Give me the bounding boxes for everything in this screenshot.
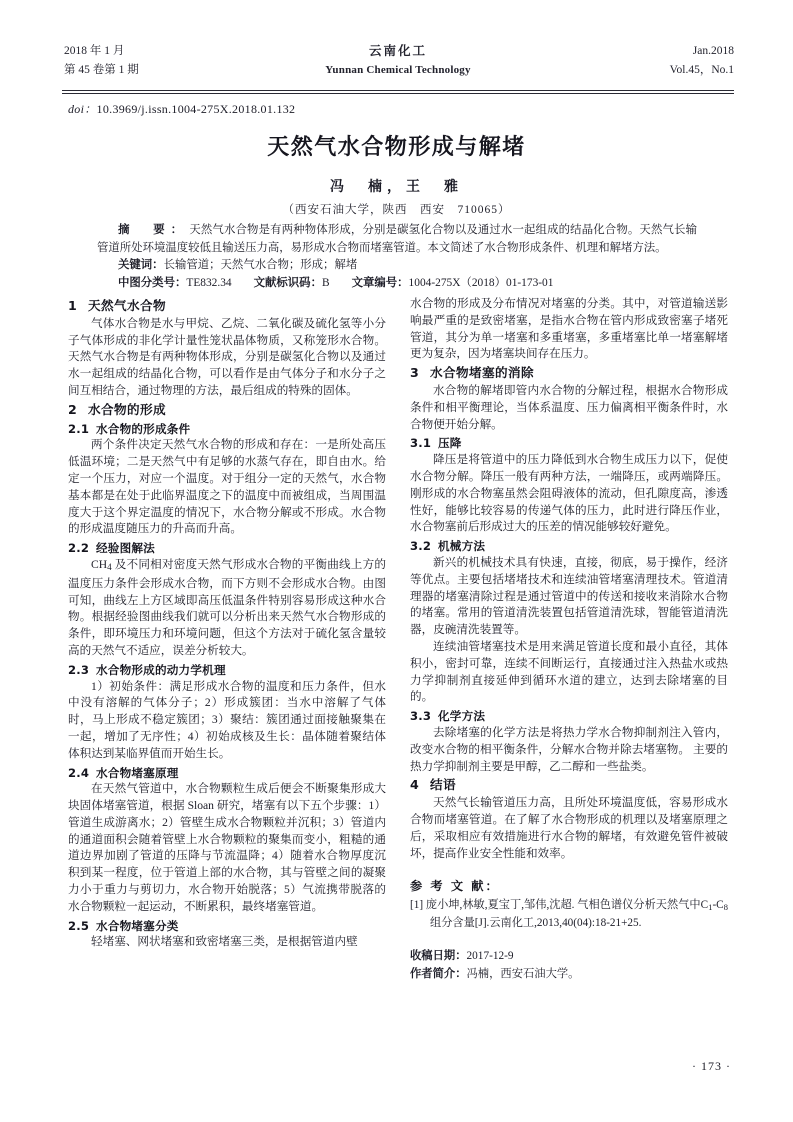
section-heading-2.5 xyxy=(68,918,386,935)
volume-issue-cn: 第 45 卷第 1 期 xyxy=(64,64,139,76)
masthead-center xyxy=(325,42,470,80)
section-number: 3.1 xyxy=(410,436,432,451)
section-number: 3 xyxy=(410,365,420,381)
body-paragraph: 连续油管堵塞技术是用来满足管道长度和最小直径，其体积小，密封可靠，连续不间断运行，直接通过注入热盐水或热力学抑制剂直接延伸到循环水道的建立，达到去除堵塞的目的。 xyxy=(410,639,728,704)
doi-label: doi： xyxy=(68,102,97,116)
journal-masthead xyxy=(62,42,734,88)
section-number: 2.1 xyxy=(68,421,90,436)
section-heading-2 xyxy=(68,402,386,419)
page-number: · 173 · xyxy=(692,1059,731,1073)
section-number: 3.2 xyxy=(410,539,432,554)
keywords-label: 关键词： xyxy=(118,259,164,271)
masthead-left xyxy=(64,42,139,80)
body-paragraph: 两个条件决定天然气水合物的形成和存在：一是所处高压低温环境；二是天然气中有足够的水蒸气存在，即自由水。给定一个压力，对应一个温度。对于组分一定的天然气，水合物基本都是在处于此临界温度之下的温度中而被组成，当周围温度大于这个界定温度的情况下，水合物分解或不形成。水合物的形成温度随压力的升高而升高。 xyxy=(68,438,386,536)
body-paragraph: 天然气长输管道压力高，且所处环境温度低，容易形成水合物而堵塞管道。在了解了水合物形成的机理以及堵塞原理之后，采取相应有效措施进行水合物的解堵，有效避免管件被破坏，提高作业安全性能和效率。 xyxy=(410,796,728,860)
body-columns xyxy=(68,296,728,1056)
section-heading-3.2 xyxy=(410,538,728,555)
keywords-value: 长输管道；天然气水合物；形成；解堵 xyxy=(163,259,358,271)
masthead-right xyxy=(670,42,734,80)
section-heading-3.3 xyxy=(410,708,728,725)
affiliation: （西安石油大学，陕西 西安 710065） xyxy=(282,204,511,216)
received-date-label: 收稿日期： xyxy=(410,948,467,962)
section-number: 2.3 xyxy=(68,662,90,677)
body-paragraph: 降压是将管道中的压力降低到水合物生成压力以下，促使水合物分解。降压一般有两种方法，一端降压，或两端降压。刚形成的水合物塞虽然会阻碍液体的流动，但孔隙度高，渗透性好，能够比较容易的传递气体的压力，此时进行降压作业，水合物塞前后形成过大的压差的情况能够较好避免。 xyxy=(410,453,728,534)
section-title: 结语 xyxy=(430,777,456,793)
body-paragraph: 在天然气管道中，水合物颗粒生成后便会不断聚集形成大块固体堵塞管道，根据 Sloan 研究，堵塞有以下五个步骤：1）管道生成游离水；2）管壁生成水合物颗粒并沉积；3）管道内的通道面积会随着管壁上水合物颗粒的聚集而变小，粗糙的通道边界加剧了管道的压降与节流温降；4）随着水合物厚度沉积到某一程度，位于管道上部的水合物，其与管壁之间的凝聚力小于重力与剪切力，水合物开始脱落；5）气流携带脱落的水合物颗粒一起运动，不断累积，最终堵塞管道。 xyxy=(68,782,386,913)
issue-date-en: Jan.2018 xyxy=(692,45,734,57)
author-list: 冯 楠，王 雅 xyxy=(330,180,463,195)
journal-name-cn: 云南化工 xyxy=(368,44,427,58)
volume-issue-en: Vol.45，No.1 xyxy=(669,64,734,76)
article-id-label: 文章编号： xyxy=(351,276,409,289)
doc-code-label: 文献标识码： xyxy=(253,276,322,289)
page-title: 天然气水合物形成与解堵 xyxy=(267,135,526,160)
classification-line xyxy=(97,275,697,293)
doi-value: 10.3969/j.issn.1004-275X.2018.01.132 xyxy=(96,102,296,116)
left-column xyxy=(68,296,386,951)
section-heading-3 xyxy=(410,365,728,382)
body-paragraph: 新兴的机械技术具有快速，直接，彻底，易于操作，经济等优点。主要包括堵堵技术和连续油管堵塞清理技术。管道清理器的堵塞清除过程是通过管道中的传送和接收来消除水合物的堵塞。常用的管道清洗装置包括管道清洗球，智能管道清洗器，皮碗清洗装置等。 xyxy=(410,555,728,637)
section-number: 2.4 xyxy=(68,765,90,780)
section-title: 水合物的形成 xyxy=(88,401,166,417)
received-date-line xyxy=(410,947,728,965)
body-paragraph: 水合物的解堵即管内水合物的分解过程，根据水合物形成条件和相平衡理论，当体系温度、压力偏离相平衡条件时，水合物便开始分解。 xyxy=(410,383,728,431)
journal-name-en: Yunnan Chemical Technology xyxy=(325,64,471,76)
clc-value: TE832.34 xyxy=(186,276,232,289)
section-title: 水合物形成的动力学机理 xyxy=(96,662,226,677)
author-bio-line xyxy=(410,965,728,983)
keywords-line xyxy=(97,257,697,275)
section-heading-2.3 xyxy=(68,662,386,679)
section-number: 1 xyxy=(68,298,78,313)
section-heading-4 xyxy=(410,777,728,794)
body-paragraph: 1）初始条件：满足形成水合物的温度和压力条件，但水中没有溶解的气体分子；2）形成簇团：当水中溶解了气体时，马上形成不稳定簇团；3）聚结：簇团通过面接触聚集在一起，增加了无序性；4）初始成核及生长：晶体随着聚结体体积达到某临界值而开始生长。 xyxy=(68,679,386,760)
received-date-value: 2017-12-9 xyxy=(466,949,514,962)
body-paragraph: 轻堵塞、网状堵塞和致密堵塞三类，是根据管道内壁 xyxy=(91,935,358,949)
section-title: 水合物的形成条件 xyxy=(96,421,191,436)
section-title: 压降 xyxy=(438,436,462,451)
section-title: 天然气水合物 xyxy=(88,298,166,313)
section-title: 化学方法 xyxy=(438,709,486,724)
body-paragraph: 水合物的形成及分布情况对堵塞的分类。其中，对管道输送影响最严重的是致密堵塞，是指水合物在管内形成致密塞子堵死管道，其分为单一堵塞和多重堵塞，多重堵塞比单一堵塞解堵更为复杂，因为堵塞块间存在压力。 xyxy=(410,297,728,361)
right-column xyxy=(410,296,728,983)
clc-label: 中图分类号： xyxy=(118,276,187,289)
section-number: 2.2 xyxy=(68,541,90,556)
abstract-paragraph xyxy=(97,222,697,257)
issue-date: 2018 年 1 月 xyxy=(64,45,125,57)
masthead-rule-thin xyxy=(62,93,734,94)
article-id-value: 1004-275X（2018）01-173-01 xyxy=(408,276,554,289)
section-number: 2 xyxy=(68,401,78,417)
doi-line xyxy=(68,100,295,117)
section-title: 机械方法 xyxy=(438,539,486,554)
doc-code-value: B xyxy=(321,276,330,289)
abstract-text: 天然气水合物是有两种物体形成，分别是碳氢化合物以及通过水一起组成的结晶化合物。天然气长输管道所处环境温度较低且输送压力高，易形成水合物而堵塞管道。本文简述了水合物形成条件、机理和解堵方法。 xyxy=(97,224,697,254)
section-heading-2.1 xyxy=(68,421,386,438)
abstract-label: 摘 要： xyxy=(118,224,189,236)
body-paragraph: $CH_4$ 及不同相对密度天然气形成水合物的平衡曲线上方的温度压力条件会形成水合物，而下方则不会形成水合物。由图可知，曲线左上方区域即高压低温条件特别容易形成这种水合物。根据经验图曲线我们就可以分析出来天然气水合物形成的条件，即环境压力和环境问题，但这个方法对于硫化氢含量较高的天然气不适应，误差分析较大。 xyxy=(68,557,386,657)
body-paragraph: 气体水合物是水与甲烷、乙烷、二氧化碳及硫化氢等小分子气体形成的非化学计量性笼状晶体物质，又称笼形水合物。天然气水合物是有两种物体形成，分别是碳氢化合物以及通过水一起组成的结晶化合物，可以看作是由气体分子和水分子之间互相结合，通过物理的方法，最后组成的特殊的固体。 xyxy=(68,316,386,397)
section-heading-2.2 xyxy=(68,540,386,557)
section-title: 水合物堵塞分类 xyxy=(96,918,179,933)
references-heading: 参 考 文 献： xyxy=(410,879,500,894)
section-title: 水合物堵塞的消除 xyxy=(430,365,534,381)
section-title: 经验图解法 xyxy=(96,541,155,556)
masthead-rule-thick xyxy=(62,90,734,91)
abstract-block xyxy=(97,222,697,292)
section-heading-3.1 xyxy=(410,435,728,452)
author-bio-value: 冯楠，西安石油大学。 xyxy=(466,967,580,980)
body-paragraph: 去除堵塞的化学方法是将热力学水合物抑制剂注入管内，改变水合物的相平衡条件，分解水合物并除去堵塞物。 主要的热力学抑制剂主要是甲醇，乙二醇和一些盐类。 xyxy=(410,725,728,773)
section-heading-2.4 xyxy=(68,765,386,782)
section-number: 2.5 xyxy=(68,918,90,933)
section-title: 水合物堵塞原理 xyxy=(96,765,179,780)
section-heading-1 xyxy=(68,298,386,315)
reference-item: [1] 庞小坤,林敏,夏宝丁,邹伟,沈超. 气相色谱仪分析天然气中$C_1-C_8$组分含量[J].云南化工,2013,40(04):18-21+25. xyxy=(410,899,728,930)
section-number: 4 xyxy=(410,777,420,793)
footer-metadata xyxy=(410,947,728,983)
section-number: 3.3 xyxy=(410,709,432,724)
author-bio-label: 作者简介： xyxy=(410,966,467,980)
